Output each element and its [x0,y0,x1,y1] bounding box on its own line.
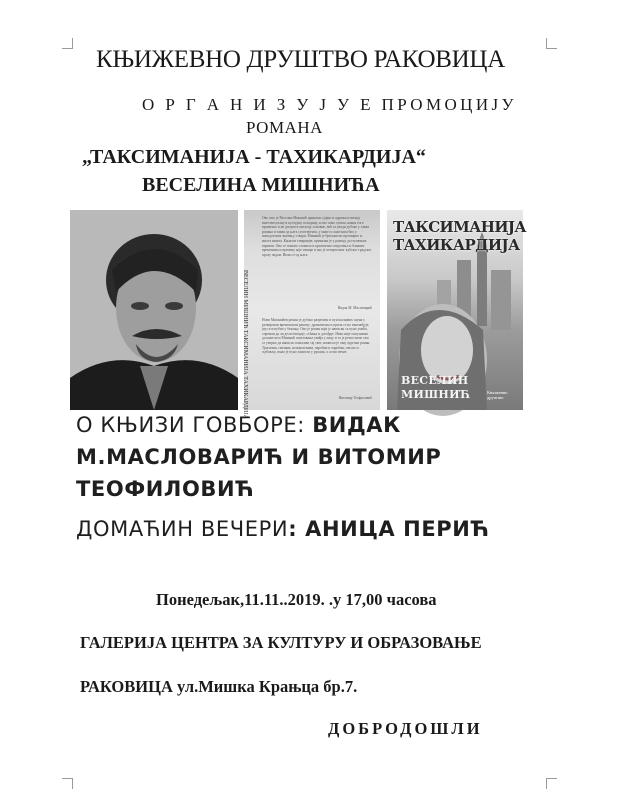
front-cover-title-line1: ТАКСИМАНИЈА [393,218,527,236]
book-title: „ТАКСИМАНИЈА - ТАХИКАРДИЈА“ [82,146,426,168]
front-cover-author-line2: МИШНИЋ [401,388,471,401]
back-cover-blurb-bottom: Нови Мишнићев роман је дубоко разрешен и пун шаљивих сцена у развијеном временском рамену: драматично и прича се не изненеђује, јер се изгубио у бежању. Ово је роман који је написан са пуно умећа, спреман да ли дели емоције, сећања и догађаје. Нико није покушавао да каже што Мишнић поштовање увиђа у лицу и то је ретко чиме сам се уверио да написао пажљиво тај свет, написао је овај чудесни роман. Трагични, смешни, непоновљиви, чаробни и чаробни, писан са љубављу, имао је пуно замисли у рукама, а остао вечит. [262,318,371,355]
host-line [76,517,490,541]
event-venue: ГАЛЕРИЈА ЦЕНТРА ЗА КУЛТУРУ И ОБРАЗОВАЊЕ [80,633,482,652]
speakers-line-3: ТЕОФИЛОВИЋ [76,477,255,501]
speakers-line-1 [76,413,401,437]
crop-mark-top-left [62,38,73,49]
speakers-label: О КЊИЗИ ГОВБОРЕ: [76,413,313,437]
society-title: КЊИЖЕВНО ДРУШТВО РАКОВИЦА [96,46,505,73]
back-cover-blurb-top-signature: Видак М. Масловарић [337,306,372,310]
event-address: РАКОВИЦА ул.Мишка Крањца бр.7. [80,677,358,696]
welcome-text: ДОБРОДОШЛИ [328,719,483,738]
front-cover-title-line2: ТАХИКАРДИЈА [393,236,520,254]
host-label: ДОМАЋИН ВЕЧЕРИ [76,517,289,541]
organize-line: О Р Г А Н И З У Ј У Е ПРОМОЦИЈУ [142,95,517,114]
back-cover-blurb-top: Ово што је Веселин Мишнић приказао сјајно и одражало визију интелектуалну и културну позадину, и ово само сушпа, након тога прилично и не допушта читаоцу основне, већ га уводи дубоко у таква романа и таква од њега сусптерента, у много сложе ним био у анекдотском значењу ствари. Мишнић је бриљантно проширио и, многа ништа. Књигом стварнијег, приказан је у развоју доступачких париши. Ово се поново сложила и криптично сведочење и ближим временима и времену које извире и ако је четврточног кубског градског пролу зидам. Ипак се од њега. [262,216,372,257]
crop-mark-top-right [546,38,557,49]
host-name: : АНИЦА ПЕРИЋ [288,517,490,541]
romana-line: РОМАНА [246,118,323,137]
book-front-cover-image [387,210,527,410]
crop-mark-bottom-left [62,778,73,789]
author-name: ВЕСЕЛИНА МИШНИЋА [142,174,380,196]
front-cover-author-line1: ВЕСЕЛИН [401,374,469,387]
author-portrait-image [70,210,238,410]
speaker-name-part1: ВИДАК [312,413,401,437]
spine-text: ВЕСЕЛИН МИШНИЋ ТАКСИМАНИЈА ТАХИКАРДИЈА [242,270,248,419]
publisher-logo: Књижевно друштво [487,390,508,400]
book-back-cover-image [242,210,380,419]
speakers-line-2: М.МАСЛОВАРИЋ И ВИТОМИР [76,445,442,469]
back-cover-blurb-bottom-signature: Витомир Теофиловић [338,396,372,400]
crop-mark-bottom-right [546,778,557,789]
portrait-drawing [70,210,238,410]
event-datetime: Понедељак,11.11..2019. .у 17,00 часова [156,590,437,609]
